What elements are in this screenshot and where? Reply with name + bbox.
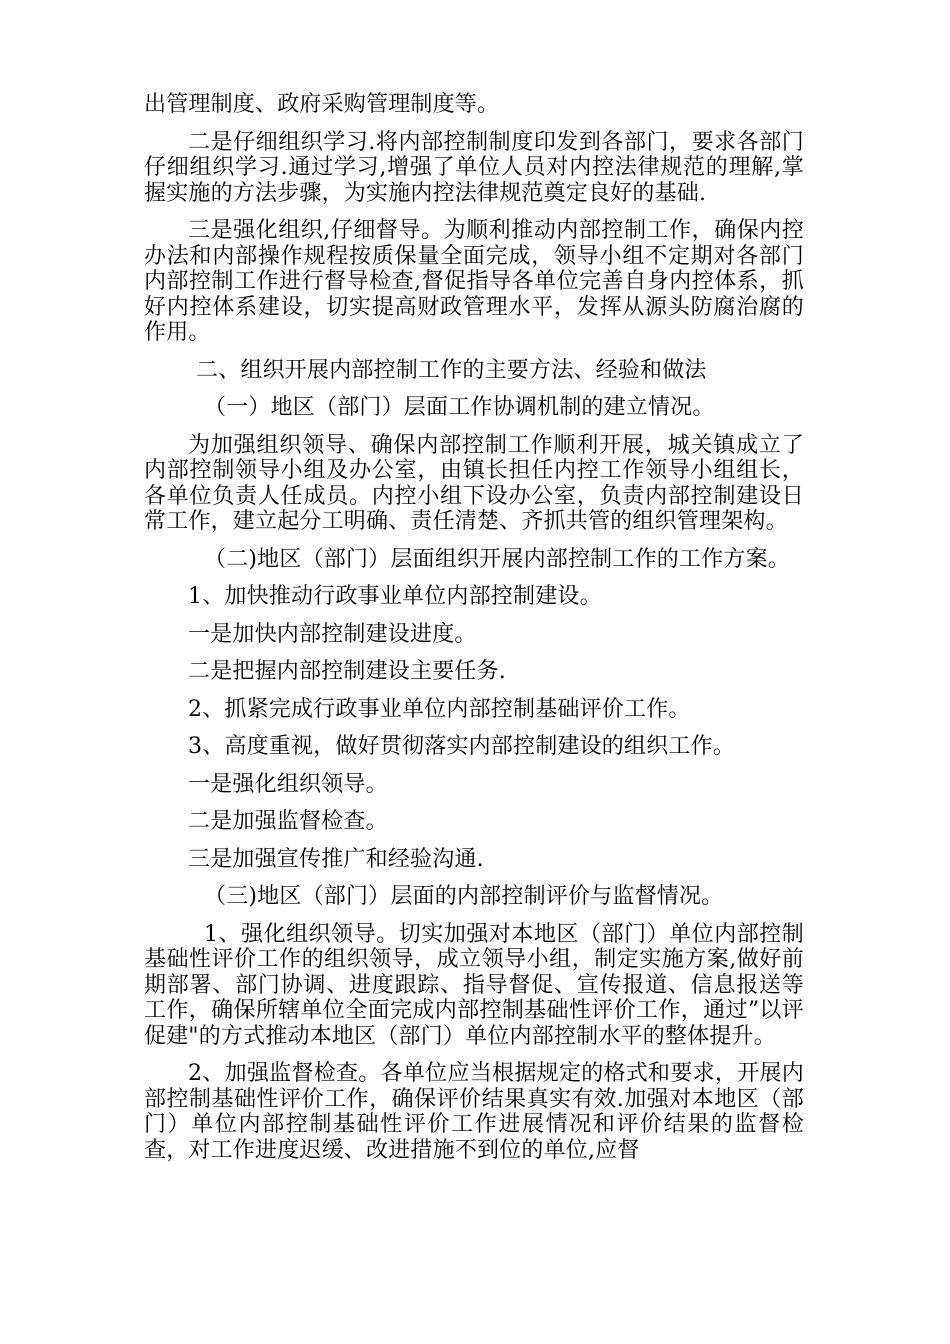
paragraph-supervision: 三是强化组织,仔细督导。为顺利推动内部控制工作，确保内控办法和内部操作规程按质保量全面完成，领导小组不定期对各部门内部控制工作进行督导检查,督促指导各单位完善自身内控体系，抓好内控体系建设，切实提高财政管理水平，发挥从源头防腐治腐的作用。	[144, 218, 804, 345]
subheading-3: （三)地区（部门）层面的内部控制评价与监督情况。	[204, 884, 724, 909]
list-item: 3、高度重视，做好贯彻落实内部控制建设的组织工作。	[188, 734, 735, 759]
list-item: 三是加强宣传推广和经验沟通.	[188, 846, 484, 872]
paragraph-continuation: 出管理制度、政府采购管理制度等。	[144, 92, 500, 117]
subheading-2: （二)地区（部门）层面组织开展内部控制工作的工作方案。	[204, 546, 790, 572]
paragraph-leadership: 为加强组织领导、确保内部控制工作顺利开展，城关镇成立了内部控制领导小组及办公室，由镇长担任内控工作领导小组组长，各单位负责人任成员。内控小组下设办公室，负责内部控制建设日常工作，建立起分工明确、责任清楚、齐抓共管的组织管理架构。	[144, 432, 804, 534]
list-item: 2、抓紧完成行政事业单位内部控制基础评价工作。	[188, 696, 691, 722]
list-item: 一是强化组织领导。	[188, 771, 388, 797]
list-item: 二是把握内部控制建设主要任务.	[188, 659, 506, 684]
list-item: 一是加快内部控制建设进度。	[188, 621, 477, 647]
section-heading-2: 二、组织开展内部控制工作的主要方法、经验和做法	[196, 357, 707, 383]
subheading-1: （一）地区（部门）层面工作协调机制的建立情况。	[204, 395, 715, 420]
list-item: 1、加快推动行政事业单位内部控制建设。	[188, 584, 602, 609]
paragraph-evaluation: 1、强化组织领导。切实加强对本地区（部门）单位内部控制基础性评价工作的组织领导，成立领导小组，制定实施方案,做好前期部署、部门协调、进度跟踪、指导督促、宣传报道、信息报送等工作，确保所辖单位全面完成内部控制基础性评价工作，通过”以评促建"的方式推动本地区（部门）单位内部控制水平的整体提升。	[144, 921, 804, 1049]
paragraph-study: 二是仔细组织学习.将内部控制制度印发到各部门，要求各部门仔细组织学习.通过学习,增强了单位人员对内控法律规范的理解,掌握实施的方法步骤，为实施内控法律规范奠定良好的基础.	[144, 129, 804, 206]
paragraph-inspection: 2、加强监督检查。各单位应当根据规定的格式和要求，开展内部控制基础性评价工作，确保评价结果真实有效.加强对本地区（部门）单位内部控制基础性评价工作进展情况和评价结果的监督检查，对工作进度迟缓、改进措施不到位的单位,应督	[144, 1061, 804, 1163]
list-item: 二是加强监督检查。	[188, 809, 388, 834]
document-body	[144, 92, 804, 1175]
